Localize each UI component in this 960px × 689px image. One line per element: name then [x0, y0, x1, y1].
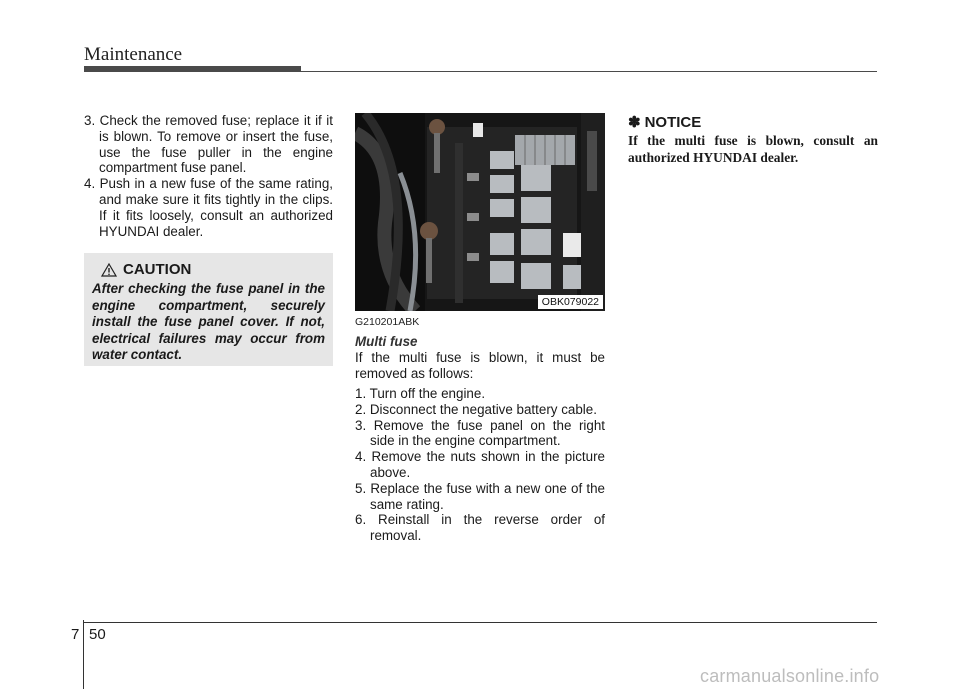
- footer-horizontal-rule: [84, 622, 877, 623]
- middle-column: [355, 316, 605, 544]
- notice-text: If the multi fuse is blown, consult an authorized HYUNDAI dealer.: [628, 133, 878, 165]
- header-bar: [84, 66, 301, 72]
- left-column: [84, 113, 333, 239]
- section-intro: If the multi fuse is blown, it must be removed as follows:: [355, 350, 605, 381]
- fuse-box-photo: [355, 113, 605, 311]
- notice-box: [628, 113, 878, 166]
- caution-header: [101, 261, 325, 278]
- removal-steps-list: [355, 386, 605, 544]
- footer-vertical-rule: [83, 620, 84, 689]
- caution-box: [84, 253, 333, 366]
- removal-step: 1. Turn off the engine.: [355, 386, 486, 401]
- warning-triangle-icon: [101, 263, 117, 277]
- page-header-title: Maintenance: [84, 44, 183, 65]
- section-subheading: Multi fuse: [355, 334, 418, 349]
- chapter-number: 7: [71, 626, 80, 643]
- notice-star-icon: ✽: [628, 114, 641, 131]
- watermark: carmanualsonline.info: [700, 666, 880, 686]
- engine-fuse-panel-image: [355, 113, 605, 311]
- page-number: 50: [89, 626, 106, 643]
- notice-header: [628, 113, 878, 131]
- photo-caption: OBK079022: [538, 295, 603, 309]
- section-code: G210201ABK: [355, 316, 420, 328]
- removal-step: 6. Reinstall in the reverse order of removal.: [355, 512, 605, 544]
- step-3-check-fuse: 3. Check the removed fuse; replace it if it is blown. To remove or insert the fuse, use the fuse puller in the engine compartment fuse panel.: [84, 113, 333, 176]
- removal-step: 4. Remove the nuts shown in the picture above.: [355, 449, 605, 480]
- notice-title: NOTICE: [644, 113, 702, 131]
- caution-title: CAUTION: [123, 261, 192, 278]
- header-rule: [301, 71, 877, 72]
- removal-step: 2. Disconnect the negative battery cable.: [355, 401, 597, 417]
- step-4-push-fuse: 4. Push in a new fuse of the same rating, and make sure it fits tightly in the clips. If it fits loosely, consult an authorized HYUNDAI dealer.: [84, 176, 333, 239]
- caution-text: After checking the fuse panel in the engine compartment, securely install the fuse panel cover. If not, electrical failures may occur from water contact.: [92, 281, 325, 362]
- removal-step: 3. Remove the fuse panel on the right side in the engine compartment.: [355, 417, 605, 449]
- removal-step: 5. Replace the fuse with a new one of the same rating.: [355, 480, 605, 512]
